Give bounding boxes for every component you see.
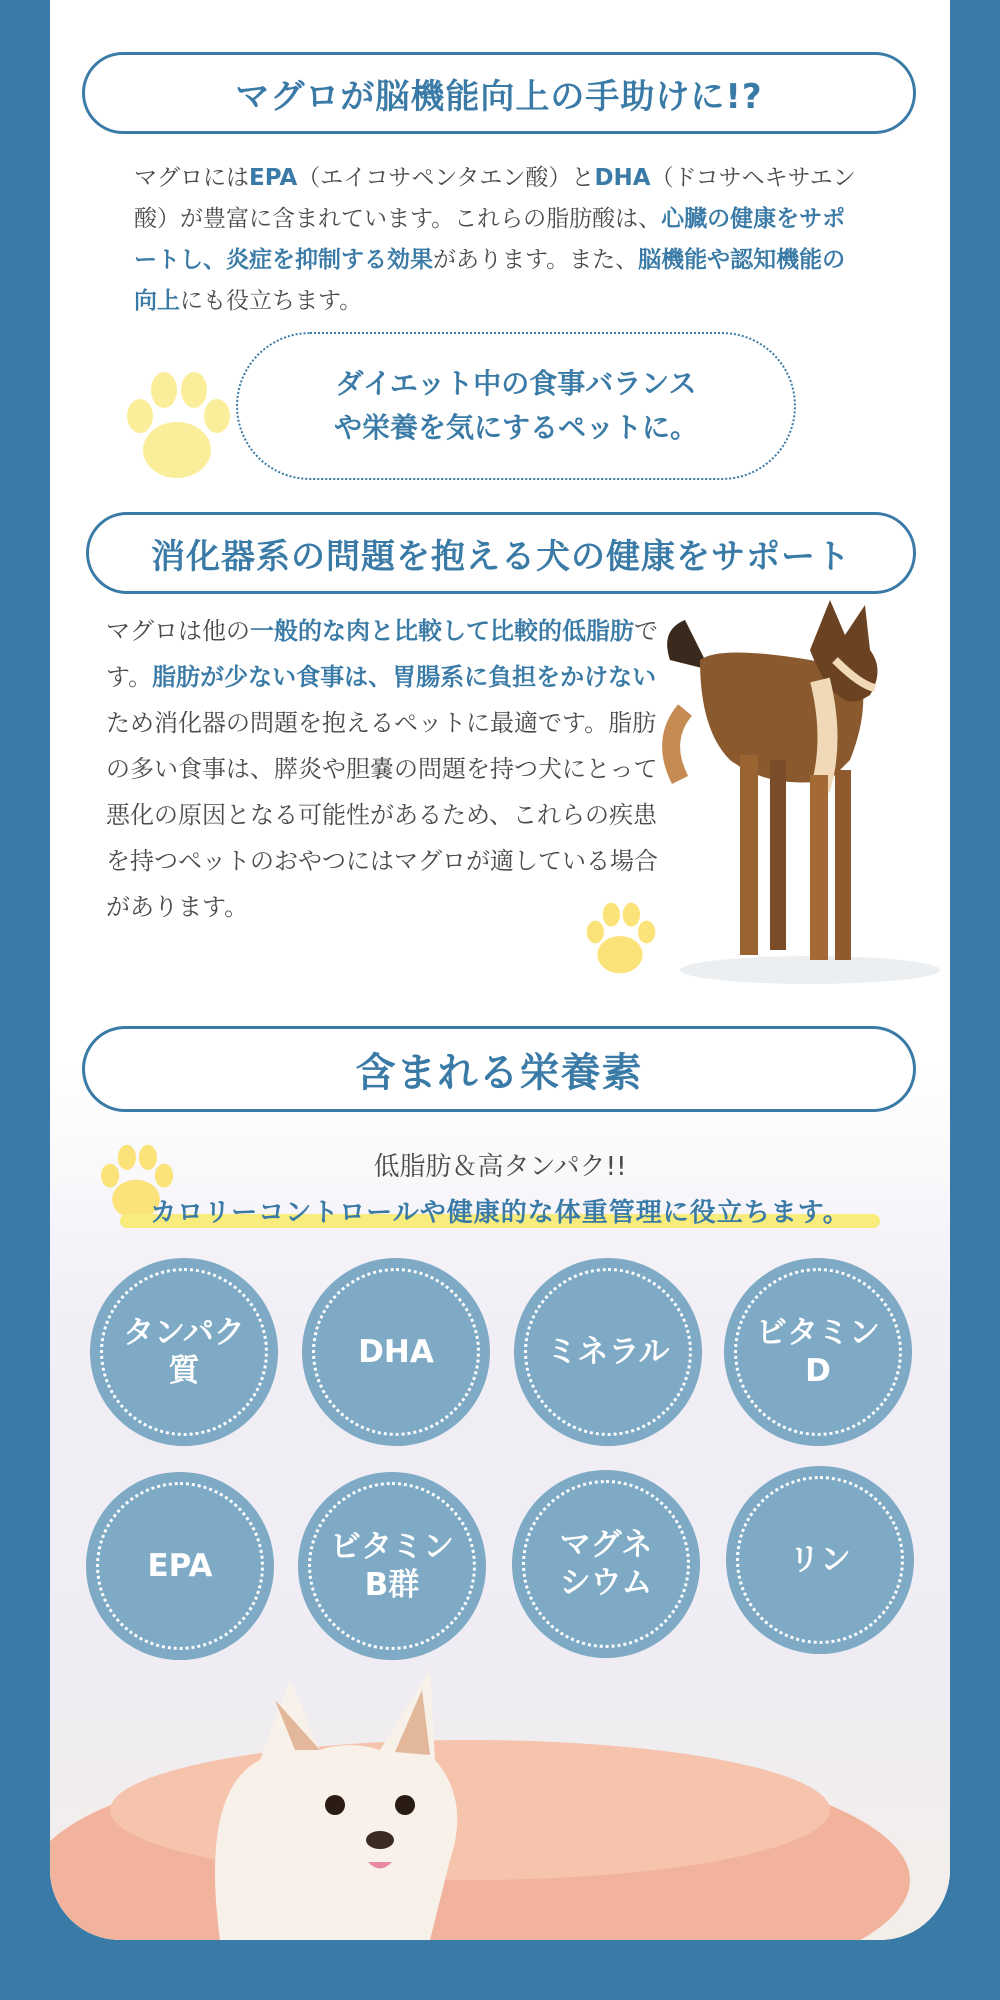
text-run: にも役立ちます。 [180,288,363,314]
nutrient-label: ミネラル [546,1334,670,1370]
nutrient-circle [298,1472,486,1660]
nutrient-label: リン [789,1542,851,1578]
nutrient-circle [514,1258,702,1446]
heading-text: 消化器系の問題を抱える犬の健康をサポート [151,536,851,577]
nutrient-circle [726,1466,914,1654]
nutrient-circle [86,1472,274,1660]
nutrient-label: タンパク 質 [123,1315,245,1389]
highlight-low-fat: 一般的な肉と比較して比較的低脂肪 [250,617,634,645]
text-run: （ドコサヘキサエン酸）が豊富に含まれています。これらの脂肪酸は、 [134,165,856,232]
text-run: （エイコサペンタエン酸）と [297,165,595,191]
nutrient-label: ビタミン B群 [330,1529,454,1603]
text-run: です。 [106,617,658,691]
nutrient-circle [302,1258,490,1446]
text-run: があります。また、 [433,247,639,273]
nutrient-label: マグネ シウム [559,1527,653,1601]
nutrient-label: DHA [358,1334,434,1370]
nutrient-subtitle: 低脂肪＆高タンパク!! [373,1152,627,1182]
nutrient-circle [512,1470,700,1658]
diet-bubble [236,332,796,480]
dog-photo [660,590,950,990]
digestion-paragraph [106,608,672,930]
nutrient-label: EPA [147,1548,213,1584]
bubble-line-1: ダイエット中の食事バランス [335,367,697,400]
heading-text: マグロが脳機能向上の手助けに!? [235,76,763,117]
highlight-epa: EPA [249,165,298,191]
highlight-dha: DHA [594,165,651,191]
nutrient-circle [90,1258,278,1446]
paw-print-icon [122,368,232,488]
highlight-gut: 脂肪が少ない食事は、胃腸系に負担をかけない [152,663,657,691]
section-heading-brain [82,52,916,134]
nutrient-circle [724,1258,912,1446]
paw-print-icon [580,900,660,980]
chihuahua-photo [50,1640,950,1940]
content-card [50,0,950,1940]
heading-text: 含まれる栄養素 [355,1049,643,1096]
highlight-brain: 脳機能や認知機能の向上 [134,247,846,314]
text-run: マグロは他の [106,617,250,645]
highlight-text: カロリーコントロールや健康的な体重管理に役立ちます。 [150,1198,850,1228]
text-run: マグロには [134,165,249,191]
nutrient-highlight [120,1192,880,1232]
section-heading-nutrients [82,1026,916,1112]
nutrient-label: ビタミン D [756,1315,880,1389]
highlight-heart: 心臓の健康をサポートし、炎症を抑制する効果 [134,206,846,273]
bubble-line-2: や栄養を気にするペットに。 [333,411,698,444]
section-heading-digestion [86,512,916,594]
brain-paragraph [134,158,864,322]
text-run: ため消化器の問題を抱えるペットに最適です。脂肪の多い食事は、膵炎や胆嚢の問題を持つ犬にとって悪化の原因となる可能性があるため、これらの疾患を持つペットのおやつにはマグロが適している場合があります。 [106,709,658,921]
